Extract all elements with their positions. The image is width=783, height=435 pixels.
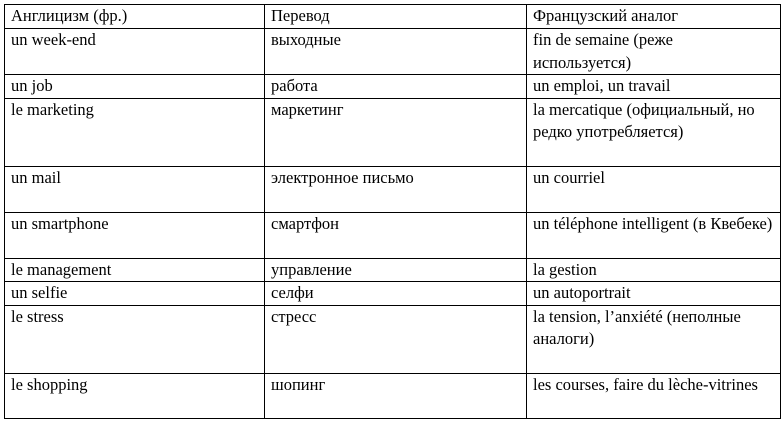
header-cell-translation: Перевод [265, 5, 527, 29]
anglicism-cell: le management [5, 258, 265, 282]
anglicism-cell: le marketing [5, 98, 265, 166]
table-row [5, 75, 781, 99]
french-equivalent-cell: la mercatique (официальный, но редко употребляется) [527, 98, 781, 166]
table-row [5, 98, 781, 166]
translation-cell: выходные [265, 29, 527, 75]
anglicism-cell: le shopping [5, 373, 265, 418]
translation-cell: селфи [265, 282, 527, 306]
anglicisms-table [4, 4, 781, 419]
translation-cell: смартфон [265, 212, 527, 258]
anglicism-cell: un week-end [5, 29, 265, 75]
table-row [5, 166, 781, 212]
french-equivalent-cell: un autoportrait [527, 282, 781, 306]
anglicism-cell: un job [5, 75, 265, 99]
translation-cell: электронное письмо [265, 166, 527, 212]
header-cell-anglicism: Англицизм (фр.) [5, 5, 265, 29]
french-equivalent-cell: les courses, faire du lèche-vitrines [527, 373, 781, 418]
header-cell-french-equivalent: Французский аналог [527, 5, 781, 29]
table-row [5, 212, 781, 258]
translation-cell: стресс [265, 305, 527, 373]
french-equivalent-cell: un courriel [527, 166, 781, 212]
translation-cell: управление [265, 258, 527, 282]
french-equivalent-cell: un téléphone intelligent (в Квебеке) [527, 212, 781, 258]
french-equivalent-cell: un emploi, un travail [527, 75, 781, 99]
anglicism-cell: un selfie [5, 282, 265, 306]
table-row [5, 258, 781, 282]
french-equivalent-cell: la gestion [527, 258, 781, 282]
translation-cell: шопинг [265, 373, 527, 418]
table-row [5, 373, 781, 418]
french-equivalent-cell: fin de semaine (реже используется) [527, 29, 781, 75]
anglicism-cell: un mail [5, 166, 265, 212]
anglicism-cell: un smartphone [5, 212, 265, 258]
table-row [5, 282, 781, 306]
table-header-row [5, 5, 781, 29]
table-row [5, 305, 781, 373]
table-row [5, 29, 781, 75]
anglicism-cell: le stress [5, 305, 265, 373]
translation-cell: маркетинг [265, 98, 527, 166]
french-equivalent-cell: la tension, l’anxiété (неполные аналоги) [527, 305, 781, 373]
translation-cell: работа [265, 75, 527, 99]
